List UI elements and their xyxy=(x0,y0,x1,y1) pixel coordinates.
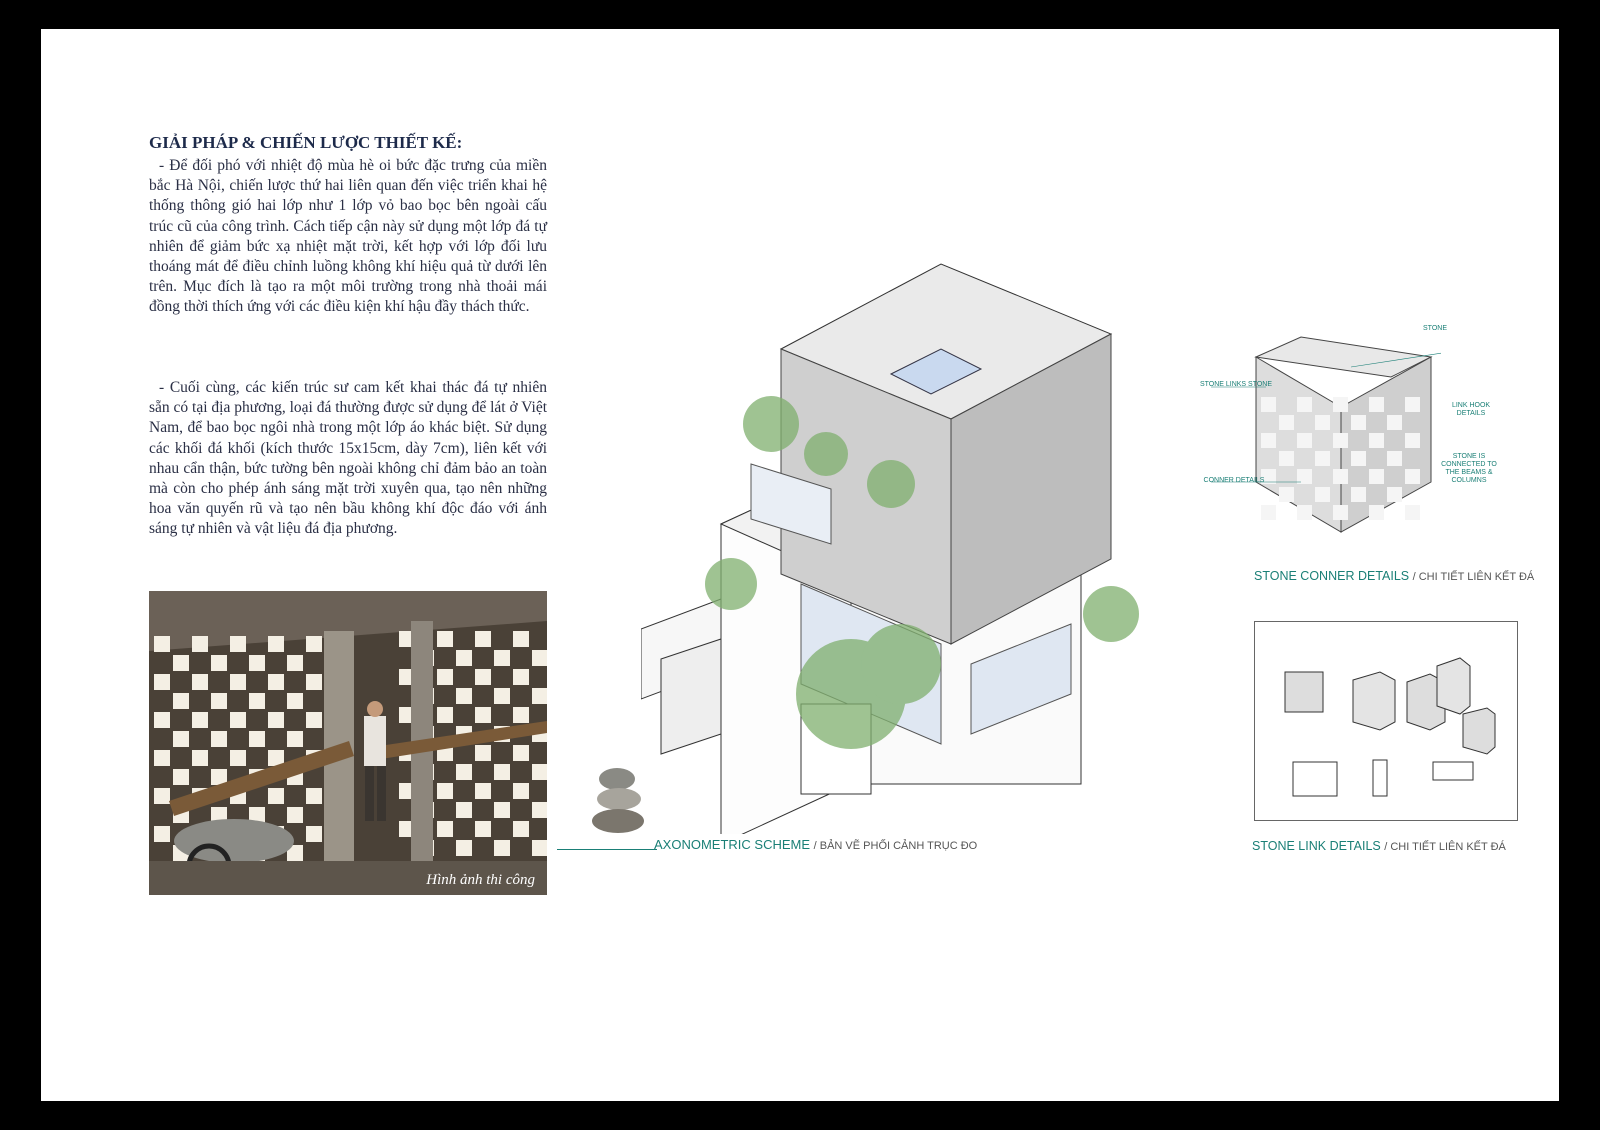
stone-corner-subtitle: / CHI TIẾT LIÊN KẾT ĐÁ xyxy=(1412,571,1535,583)
stone-light-gap xyxy=(1405,469,1420,484)
stone-light-gap xyxy=(287,807,303,823)
stone-light-gap xyxy=(513,821,529,837)
stone-light-gap xyxy=(532,840,547,856)
label-link-hook: LINK HOOK DETAILS xyxy=(1451,402,1491,417)
stone-light-gap xyxy=(456,840,472,856)
stone-light-gap xyxy=(287,693,303,709)
stone-light-gap xyxy=(494,802,510,818)
stone-light-gap xyxy=(1369,469,1384,484)
stone-light-gap xyxy=(1315,415,1330,430)
stone-light-gap xyxy=(456,688,472,704)
stone-light-gap xyxy=(1261,433,1276,448)
stone-light-gap xyxy=(306,826,322,842)
stone-light-gap xyxy=(306,636,322,652)
stone-light-gap xyxy=(306,674,322,690)
stone-light-gap xyxy=(211,693,227,709)
axonometric-drawing xyxy=(641,224,1161,834)
stone-light-gap xyxy=(532,802,547,818)
stone-light-gap xyxy=(154,826,170,842)
stone-light-gap xyxy=(249,731,265,747)
stone-light-gap xyxy=(249,655,265,671)
stone-light-gap xyxy=(1333,469,1348,484)
axonometric-title: AXONOMETRIC SCHEME xyxy=(654,837,811,852)
stone-light-gap xyxy=(1279,451,1294,466)
stone-light-gap xyxy=(211,731,227,747)
stone-light-gap xyxy=(532,650,547,666)
label-connected: STONE IS CONNECTED TO THE BEAMS & COLUMNS xyxy=(1441,453,1497,484)
stone-light-gap xyxy=(1405,505,1420,520)
stone-light-gap xyxy=(1351,451,1366,466)
stone-light-gap xyxy=(268,788,284,804)
stone-light-gap xyxy=(437,821,453,837)
paragraph-stone-material: - Cuối cùng, các kiến trúc sư cam kết khai thác đá tự nhiên sẵn có tại địa phương, loại đá thường được sử dụng để lát ở Việt Nam, để bao bọc ngôi nhà trong một lớp áo khác biệt. Sử dụng các khối đá khối (kích thước 15x15cm, dày 7cm), liên kết với nhau cẩn thận, bức tường bên ngoài không chỉ đảm bảo an toàn mà còn cho phép ánh sáng mặt trời xuyên qua, tạo nên những hoa văn quyến rũ và tạo nên bầu không khí độc đáo với ánh sáng tự nhiên và vật liệu đá địa phương. xyxy=(149,379,547,538)
stone-corner-drawing xyxy=(1191,317,1441,547)
stone-light-gap xyxy=(154,636,170,652)
stone-light-gap xyxy=(154,788,170,804)
stone-light-gap xyxy=(211,655,227,671)
sheet xyxy=(41,29,1559,1101)
label-conner: CONNER DETAILS xyxy=(1203,477,1265,484)
section-heading: GIẢI PHÁP & CHIẾN LƯỢC THIẾT KẾ: xyxy=(149,133,463,152)
paragraph-ventilation: - Để đối phó với nhiệt độ mùa hè oi bức đặc trưng của miền bắc Hà Nội, chiến lược thứ hai liên quan đến việc triển khai hệ thống thông gió hai lớp như 1 lớp vỏ bao bọc bên ngoài cấu trúc cũ của công trình. Cách tiếp cận này sử dụng một lớp đá tự nhiên để giảm bức xạ nhiệt mặt trời, kết hợp với lớp đối lưu thoáng mát để điều chỉnh luồng không khí hiệu quả từ dưới lên trên. Mục đích là tạo ra một môi trường trong nhà thoải mái đồng thời thích ứng với các điều kiện khí hậu đầy thách thức. xyxy=(149,157,547,316)
photo-caption: Hình ảnh thi công xyxy=(426,872,535,888)
stone-light-gap xyxy=(192,712,208,728)
stone-light-gap xyxy=(154,674,170,690)
stone-light-gap xyxy=(1369,397,1384,412)
stone-light-gap xyxy=(532,764,547,780)
stone-corner-title: STONE CONNER DETAILS xyxy=(1254,569,1410,583)
stone-link-drawing xyxy=(1255,622,1517,820)
stone-light-gap xyxy=(494,764,510,780)
stone-light-gap xyxy=(456,764,472,780)
label-stone-links: STONE LINKS STONE xyxy=(1199,381,1273,388)
stone-light-gap xyxy=(230,636,246,652)
stone-light-gap xyxy=(1315,487,1330,502)
stone-light-gap xyxy=(287,731,303,747)
stone-light-gap xyxy=(1351,415,1366,430)
stone-light-gap xyxy=(173,769,189,785)
stone-light-gap xyxy=(532,688,547,704)
stone-light-gap xyxy=(437,669,453,685)
stone-light-gap xyxy=(1261,397,1276,412)
stone-light-gap xyxy=(1333,505,1348,520)
stone-light-gap xyxy=(268,674,284,690)
stone-light-gap xyxy=(513,631,529,647)
stone-light-gap xyxy=(1279,487,1294,502)
stone-light-gap xyxy=(513,669,529,685)
stone-light-gap xyxy=(230,750,246,766)
stone-link-caption xyxy=(1252,839,1506,853)
stone-light-gap xyxy=(1387,415,1402,430)
stone-light-gap xyxy=(475,745,491,761)
stone-light-gap xyxy=(456,802,472,818)
stone-light-gap xyxy=(268,636,284,652)
stone-light-gap xyxy=(192,636,208,652)
stone-light-gap xyxy=(437,631,453,647)
stone-light-gap xyxy=(475,631,491,647)
stone-light-gap xyxy=(1315,451,1330,466)
stone-light-gap xyxy=(173,731,189,747)
stone-light-gap xyxy=(192,674,208,690)
stone-light-gap xyxy=(1351,487,1366,502)
stone-light-gap xyxy=(494,650,510,666)
label-stone: STONE xyxy=(1423,325,1447,332)
stone-light-gap xyxy=(192,750,208,766)
stone-light-gap xyxy=(1405,433,1420,448)
stone-light-gap xyxy=(154,750,170,766)
stone-link-panel xyxy=(1254,621,1518,821)
stone-light-gap xyxy=(1369,433,1384,448)
axonometric-caption xyxy=(654,837,977,852)
stone-light-gap xyxy=(287,655,303,671)
stone-light-gap xyxy=(230,712,246,728)
stone-corner-caption xyxy=(1254,569,1534,583)
stone-light-gap xyxy=(475,669,491,685)
stone-light-gap xyxy=(306,712,322,728)
stone-light-gap xyxy=(494,688,510,704)
stone-light-gap xyxy=(1297,505,1312,520)
stone-light-gap xyxy=(437,707,453,723)
stone-light-gap xyxy=(1297,397,1312,412)
stone-light-gap xyxy=(513,745,529,761)
stone-light-gap xyxy=(513,783,529,799)
pebbles-icon xyxy=(583,767,653,837)
stone-light-gap xyxy=(1297,433,1312,448)
stone-light-gap xyxy=(437,783,453,799)
stone-light-gap xyxy=(475,783,491,799)
caption-rule xyxy=(557,849,657,850)
stone-light-gap xyxy=(230,674,246,690)
stone-light-gap xyxy=(475,821,491,837)
stone-light-gap xyxy=(1387,487,1402,502)
stone-light-gap xyxy=(173,693,189,709)
stone-light-gap xyxy=(475,707,491,723)
axonometric-subtitle: / BẢN VẼ PHỐI CẢNH TRỤC ĐO xyxy=(813,840,978,852)
stone-light-gap xyxy=(173,655,189,671)
stone-light-gap xyxy=(249,693,265,709)
stone-light-gap xyxy=(1279,415,1294,430)
stone-light-gap xyxy=(306,788,322,804)
stone-light-gap xyxy=(456,650,472,666)
stone-light-gap xyxy=(1333,397,1348,412)
stone-light-gap xyxy=(1333,433,1348,448)
stone-link-subtitle: / CHI TIẾT LIÊN KẾT ĐÁ xyxy=(1384,841,1506,853)
stone-light-gap xyxy=(1405,397,1420,412)
stone-light-gap xyxy=(1261,505,1276,520)
stone-light-gap xyxy=(154,712,170,728)
stone-light-gap xyxy=(513,707,529,723)
stone-light-gap xyxy=(1369,505,1384,520)
stone-link-title: STONE LINK DETAILS xyxy=(1252,839,1381,853)
stone-light-gap xyxy=(268,712,284,728)
construction-photo xyxy=(149,591,547,895)
stone-light-gap xyxy=(494,840,510,856)
stone-light-gap xyxy=(1387,451,1402,466)
